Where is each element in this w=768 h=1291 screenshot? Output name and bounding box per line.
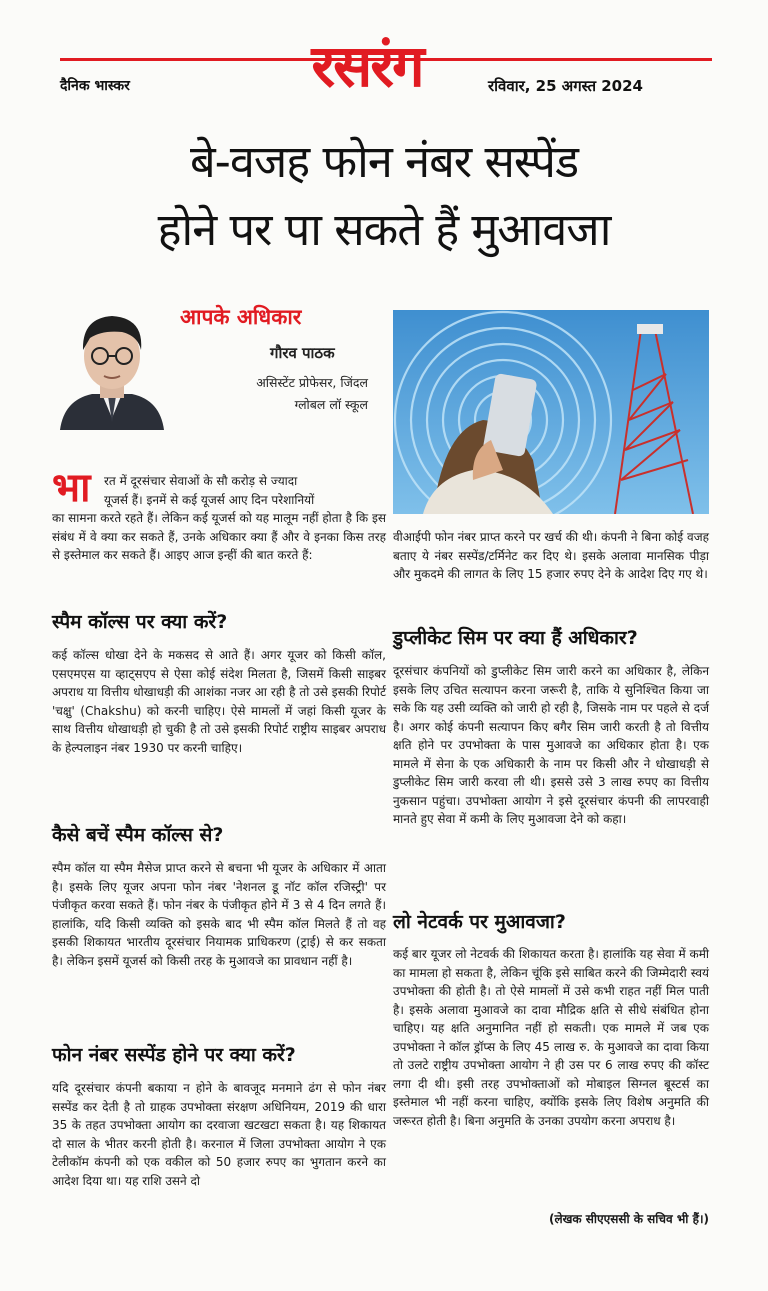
headline-line-1: बे-वजह फोन नंबर सस्पेंड — [189, 135, 579, 188]
paragraph-duplicate-sim: दूरसंचार कंपनियों को डुप्लीकेट सिम जारी करने का अधिकार है, लेकिन इसके लिए उचित सत्यापन करना जरूरी है, ताकि ये सुनिश्चित किया जा सके कि यह उसी व्यक्ति को जारी हो रही है, जिसके नाम पर पहले से दर्ज है। अगर कोई कंपनी सत्यापन किए बगैर सिम जारी करती है तो वित्तीय क्षति होने पर उपभोक्ता के पास मुआवजे का अधिकार होता है। एक मामले में सेना के एक अधिकारी के नाम पर किसी और ने धोखाधड़ी से डुप्लीकेट सिम जारी करवा ली थी। इससे उसे 3 लाख रुपए का वित्तीय नुकसान पहुंचा। उपभोक्ता आयोग ने इसे दूरसंचार कंपनी की लापरवाही मानते हुए सेवा में कमी के लिए मुआवजा देने को कहा। — [393, 664, 709, 826]
heading-duplicate-sim: डुप्लीकेट सिम पर क्या हैं अधिकार? — [393, 627, 638, 649]
supplement-logo: रसरंग — [311, 32, 423, 100]
intro-lead — [104, 472, 386, 509]
paragraph-low-network: कई बार यूजर लो नेटवर्क की शिकायत करता है। हालांकि यह सेवा में कमी का मामला हो सकता है, लेकिन चूंकि इसे साबित करने की जिम्मेदारी स्वयं उपभोक्ता की होती है। तो ऐसे मामलों में उसे कभी राहत नहीं मिल पाती है। इसके अलावा मुआवजे का दावा मौद्रिक क्षति से सीधे संबंधित होना चाहिए। यह क्षति अनुमानित नहीं हो सकती। एक मामले में जब एक उपभोक्ता ने कॉल ड्रॉप्स के लिए 45 लाख रु. के मुआवजे का दावा किया तो उलटे राष्ट्रीय उपभोक्ता आयोग ने ही उस पर 6 लाख रुपए की कॉस्ट लगा दी थी। इसी तरह उपभोक्ताओं को मोबाइल सिग्नल बूस्टर्स का इस्तेमाल भी नहीं करना चाहिए, क्योंकि इसके लिए विशेष अनुमति की जरूरत होती है। बिना अनुमति के उनका उपयोग करना अपराध है। — [393, 947, 709, 1128]
author-title-line-1: असिस्टेंट प्रोफेसर, जिंदल — [256, 375, 368, 390]
body-suspension — [52, 1079, 386, 1190]
heading-low-network: लो नेटवर्क पर मुआवजा? — [393, 911, 566, 933]
heading-spam-calls: स्पैम कॉल्स पर क्या करें? — [52, 611, 228, 633]
paragraph-suspension: यदि दूरसंचार कंपनी बकाया न होने के बावजूद मनमाने ढंग से फोन नंबर सस्पेंड कर देती है तो ग्राहक उपभोक्ता संरक्षण अधिनियम, 2019 की धारा 35 के तहत उपभोक्ता आयोग का दरवाजा खटखटा सकता है। यह शिकायत दो साल के भीतर करनी होती है। करनाल में जिला उपभोक्ता आयोग ने एक टेलीकॉम कंपनी को एक वकील को 50 हजार रुपए का भुगतान करने का आदेश दिया था। यह राशि उसने दो — [52, 1081, 386, 1188]
heading-suspension: फोन नंबर सस्पेंड होने पर क्या करें? — [52, 1044, 296, 1066]
paragraph-avoid-spam: स्पैम कॉल या स्पैम मैसेज प्राप्त करने से बचना भी यूजर के अधिकार में आता है। इसके लिए यूजर अपना फोन नंबर 'नेशनल डू नॉट कॉल रजिस्ट्री' पर पंजीकृत करवा सकते हैं। फोन नंबर के पंजीकृत होने में 3 से 4 दिन लगते हैं। हालांकि, यदि किसी व्यक्ति को इसके बाद भी स्पैम कॉल मिलते हैं तो वह इसकी शिकायत भारतीय दूरसंचार नियामक प्राधिकरण (ट्राई) से कर सकता है। लेकिन इसमें यूजर्स को किसी तरह के मुआवजे का प्रावधान नहीं है। — [52, 861, 386, 968]
intro-body — [52, 509, 386, 565]
headline-line-2: होने पर पा सकते हैं मुआवजा — [157, 203, 611, 256]
intro-paragraph: का सामना करते रहते हैं। लेकिन कई यूजर्स को यह मालूम नहीं होता है कि इस संबंध में वे क्या कर सकते हैं, उनके अधिकार क्या हैं और वे इनका किस तरह से इस्तेमाल कर सकते हैं। आइए आज इन्हीं की बात करते हैं: — [52, 511, 386, 562]
author-name: गौरव पाठक — [270, 344, 335, 362]
paragraph-suspension-cont: वीआईपी फोन नंबर प्राप्त करने पर खर्च की थी। कंपनी ने बिना कोई वजह बताए ये नंबर सस्पेंड/टर्मिनेट कर दिए थे। इसके अलावा मानसिक पीड़ा और मुकदमे की लागत के लिए 15 हजार रुपए देने के आदेश दिए गए थे। — [393, 530, 709, 581]
body-duplicate-sim — [393, 662, 709, 829]
column-tag: आपके अधिकार — [180, 305, 302, 329]
paper-name: दैनिक भास्कर — [60, 78, 130, 94]
author-title-line-2: ग्लोबल लॉ स्कूल — [294, 397, 368, 412]
intro-line-1: रत में दूरसंचार सेवाओं के सौ करोड़ से ज्यादा — [104, 474, 298, 488]
intro-line-2: यूजर्स हैं। इनमें से कई यूजर्स आए दिन परेशानियों — [104, 492, 315, 507]
paragraph-spam-calls: कई कॉल्स धोखा देने के मकसद से आते हैं। अगर यूजर को किसी कॉल, एसएमएस या व्हाट्सएप से ऐसा कोई संदेश मिलता है, जिसमें किसी साइबर अपराध या वित्तीय धोखाधड़ी की आशंका नजर आ रही है तो उसे इसकी रिपोर्ट 'चक्षु' (Chakshu) को करनी चाहिए। ऐसे मामलों में जहां किसी यूजर के साथ वित्तीय धोखाधड़ी हो चुकी है तो उसे इसकी रिपोर्ट राष्ट्रीय साइबर अपराध के हेल्पलाइन नंबर 1930 पर करनी चाहिए। — [52, 648, 386, 755]
drop-cap: भा — [52, 465, 91, 511]
author-footnote: (लेखक सीएएससी के सचिव भी हैं।) — [548, 1212, 709, 1226]
issue-date: रविवार, 25 अगस्त 2024 — [488, 77, 643, 95]
heading-avoid-spam: कैसे बचें स्पैम कॉल्स से? — [52, 824, 224, 846]
body-suspension-cont — [393, 528, 709, 584]
author-avatar — [52, 300, 172, 430]
body-low-network — [393, 945, 709, 1130]
headline — [30, 128, 738, 264]
article-photo — [393, 310, 709, 514]
body-spam-calls — [52, 646, 386, 757]
body-avoid-spam — [52, 859, 386, 970]
author-title — [200, 372, 368, 416]
